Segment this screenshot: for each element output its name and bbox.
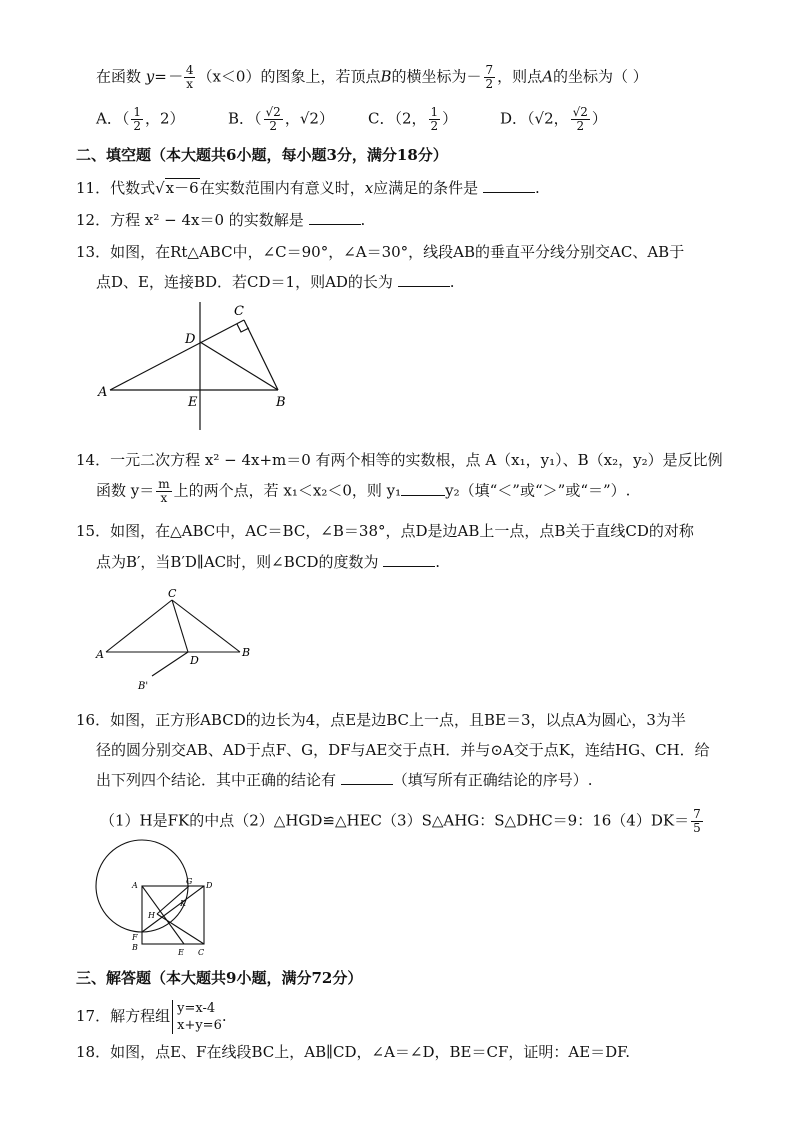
- label-d: D: [206, 881, 213, 890]
- fraction: $\frac{4}{x}$: [185, 63, 194, 91]
- answer-blank[interactable]: [401, 481, 445, 496]
- question-16-cont2: 出下列四个结论．其中正确的结论有 （填写所有正确结论的序号）.: [96, 771, 593, 789]
- label-d: D: [185, 332, 196, 347]
- label-b: B: [242, 646, 251, 659]
- label-b: B: [276, 395, 286, 410]
- label-e: E: [178, 948, 184, 957]
- label-a: A: [98, 385, 108, 400]
- segment-db-prime: [152, 652, 188, 676]
- label-f: F: [132, 933, 138, 942]
- figure-q15-triangle: [94, 588, 264, 693]
- section-title: 二、填空题（本大题共6小题，每小题3分，满分18分）: [76, 146, 448, 164]
- segment-ac: [110, 320, 244, 390]
- answer-blank[interactable]: [383, 552, 435, 567]
- label-b: B: [132, 943, 138, 952]
- answer-blank[interactable]: [483, 178, 535, 193]
- label-b-prime: B': [138, 681, 149, 692]
- q10-option-c: C．（2， $\frac{1}{2}$ ）: [368, 105, 458, 133]
- label-c: C: [198, 948, 205, 957]
- question-16-cont: 径的圆分别交AB、AD于点F、G，DF与AE交于点H．并与⊙A交于点K，连结HG、CH．给: [96, 741, 710, 759]
- question-15-cont: 点为B′，当B′D∥AC时，则∠BCD的度数为 .: [96, 553, 441, 571]
- figure-q16-square-circle: [94, 830, 224, 960]
- q10-option-d: D．（√2， $\frac{√2}{2}$ ）: [500, 105, 607, 133]
- segment-cb: [172, 600, 240, 652]
- question-14: 14．一元二次方程 x² − 4x+m＝0 有两个相等的实数根，点 A（x₁，y₁）、B（x₂，y₂）是反比例: [76, 451, 723, 469]
- segment-cd: [172, 600, 188, 652]
- segment-fd: [142, 886, 204, 932]
- question-16-conclusions: （1）H是FK的中点（2）△HGD≌△HEC（3）S△AHG：S△DHC＝9：16（4）DK＝ $\frac{7}{5}$: [100, 807, 701, 835]
- answer-blank[interactable]: [398, 272, 450, 287]
- question-13-cont: 点D、E，连接BD．若CD＝1，则AD的长为 .: [96, 273, 455, 291]
- section-title: 三、解答题（本大题共9小题，满分72分）: [76, 969, 363, 987]
- label-c: C: [234, 304, 244, 319]
- equation-system: y=x-4 x+y=6: [172, 1000, 222, 1034]
- answer-blank[interactable]: [341, 770, 393, 785]
- label-k: K: [180, 899, 186, 908]
- q10-stem: 在函数 y=－ $\frac{4}{x}$ （x＜0）的图象上，若顶点B的横坐标为－ $\frac{7}{2}$ ，则点A的坐标为（ ）: [96, 63, 648, 91]
- question-11: 11．代数式√x－6在实数范围内有意义时，x应满足的条件是 .: [76, 179, 540, 197]
- right-angle-mark: [237, 324, 249, 332]
- label-e: E: [188, 395, 198, 410]
- question-18: 18．如图，点E、F在线段BC上，AB∥CD，∠A＝∠D，BE＝CF，证明：AE＝DF.: [76, 1043, 631, 1061]
- q10-option-a: A．（ $\frac{1}{2}$ ，2）: [96, 105, 185, 133]
- q10-option-b: B．（ $\frac{√2}{2}$ ，√2）: [228, 105, 334, 133]
- question-13: 13．如图，在Rt△ABC中，∠C＝90°，∠A＝30°，线段AB的垂直平分线分别交AC、AB于: [76, 243, 685, 261]
- question-15: 15．如图，在△ABC中，AC＝BC，∠B＝38°，点D是边AB上一点，点B关于直线CD的对称: [76, 522, 694, 540]
- label-a: A: [96, 648, 104, 661]
- label-c: C: [168, 587, 177, 600]
- label-a: A: [132, 881, 138, 890]
- question-16: 16．如图，正方形ABCD的边长为4，点E是边BC上一点，且BE＝3，以点A为圆心，3为半: [76, 711, 686, 729]
- fraction: $\frac{7}{2}$: [485, 63, 494, 91]
- question-12: 12．方程 x² − 4x＝0 的实数解是 .: [76, 211, 366, 229]
- answer-blank[interactable]: [309, 210, 361, 225]
- question-17: 17．解方程组 y=x-4 x+y=6 .: [76, 1001, 227, 1033]
- label-g: G: [186, 877, 193, 886]
- label-h: H: [148, 911, 155, 920]
- figure-q13-triangle: [96, 302, 296, 432]
- question-14-cont: 函数 y＝ $\frac{m}{x}$ 上的两个点，若 x₁＜x₂＜0，则 y₁ y₂（填“＜”或“＞”或“＝”）.: [96, 477, 631, 505]
- label-d: D: [190, 654, 199, 667]
- segment-ac: [106, 600, 172, 652]
